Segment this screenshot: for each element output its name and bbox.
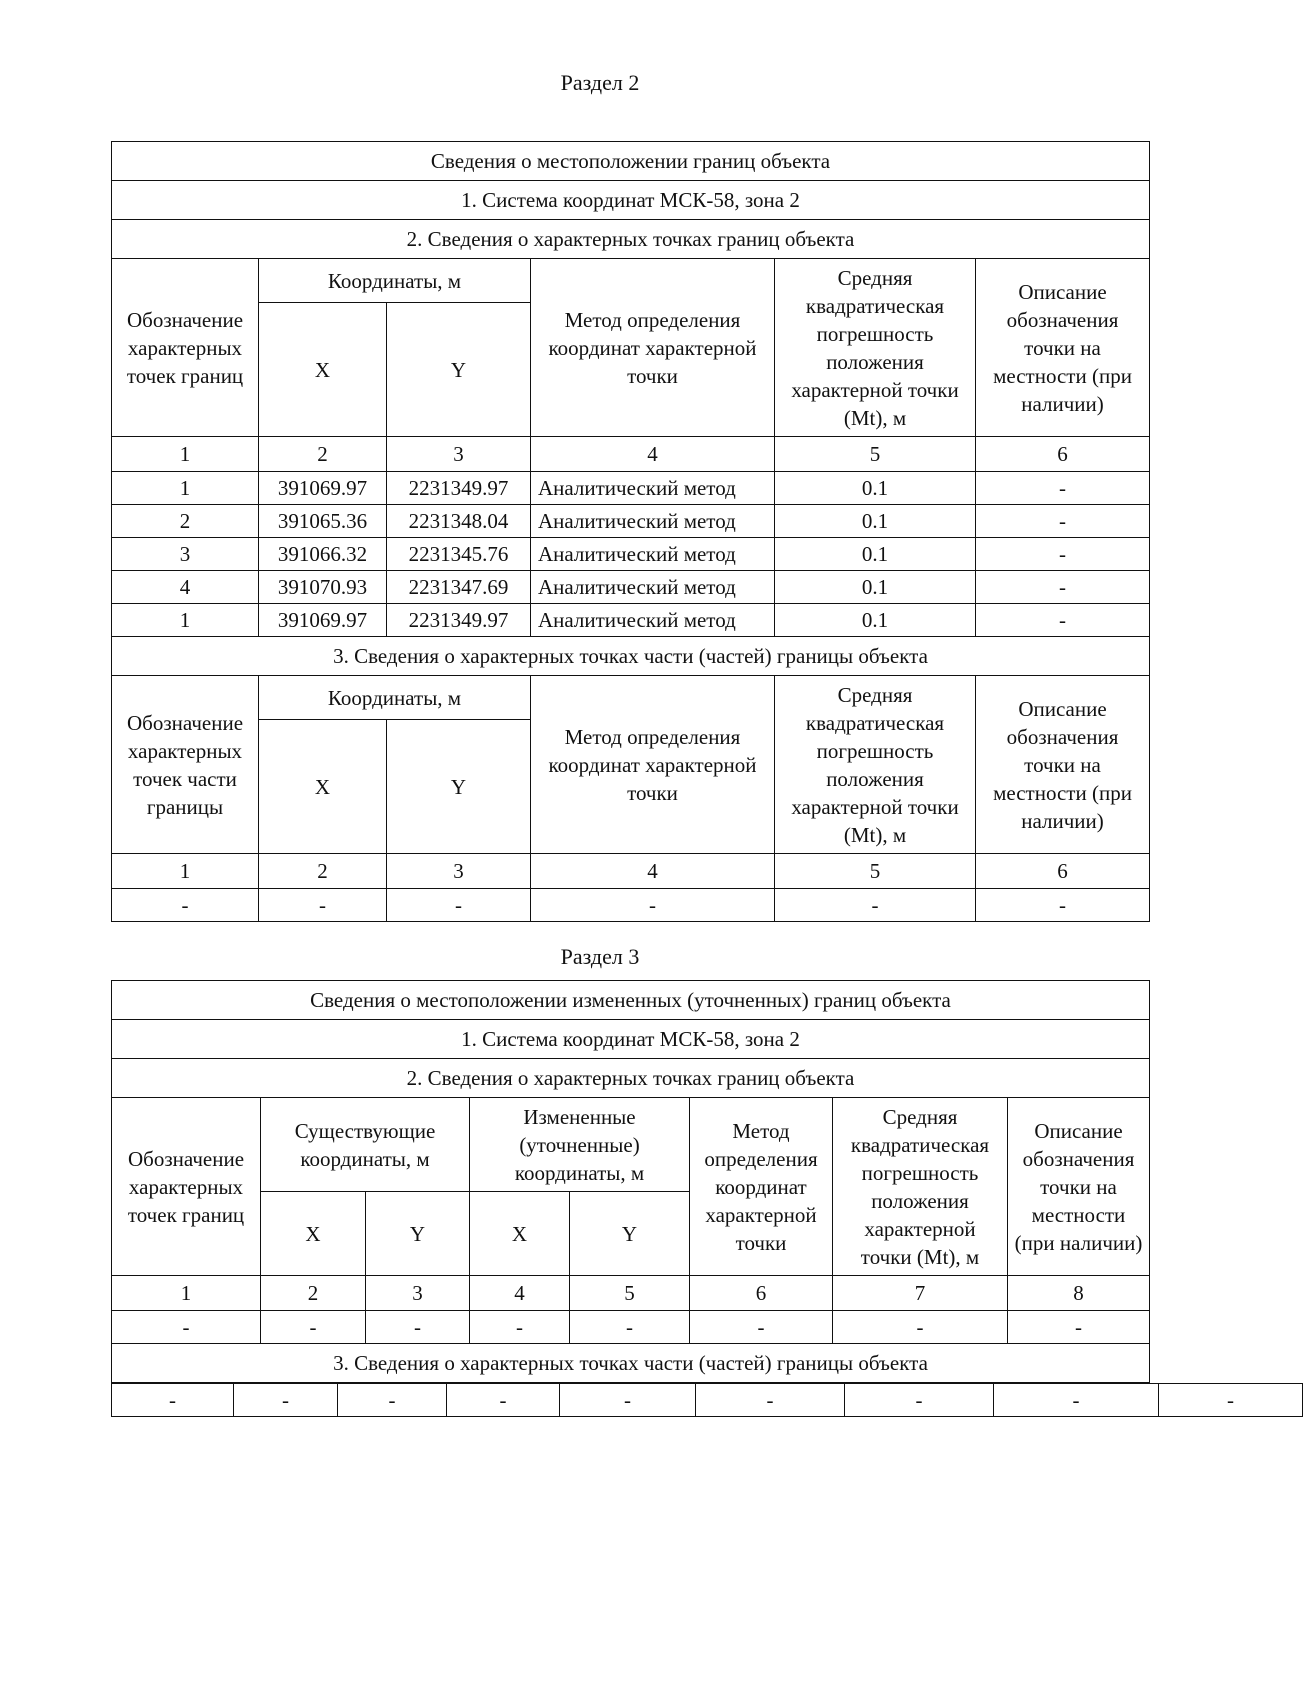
s3-point-cell: -: [366, 1311, 470, 1344]
point-cell: -: [976, 538, 1150, 571]
point-cell: Аналитический метод: [531, 538, 775, 571]
s3-column-number-cell: 5: [570, 1276, 690, 1311]
point-cell: -: [976, 604, 1150, 637]
section-2-title: Сведения о местоположении границ объекта: [112, 142, 1150, 181]
point-cell: 0.1: [775, 604, 976, 637]
point-cell: Аналитический метод: [531, 505, 775, 538]
point-cell: -: [976, 472, 1150, 505]
point-cell: 0.1: [775, 571, 976, 604]
parts-x-header: X: [259, 720, 387, 854]
s3-parts-point-cell: -: [1159, 1384, 1303, 1417]
s3-column-number-cell: 4: [470, 1276, 570, 1311]
existing-coordinates-header: Существующие координаты, м: [261, 1098, 470, 1192]
s3-designation-header: Обозначение характерных точек границ: [112, 1098, 261, 1276]
parts-point-cell: -: [259, 889, 387, 922]
point-cell: 2231347.69: [387, 571, 531, 604]
parts-column-number-cell: 4: [531, 854, 775, 889]
point-cell: 2231348.04: [387, 505, 531, 538]
parts-column-number-cell: 5: [775, 854, 976, 889]
s3-column-number-cell: 7: [833, 1276, 1008, 1311]
point-cell: 2231345.76: [387, 538, 531, 571]
s3-point-cell: -: [261, 1311, 366, 1344]
parts-point-cell: -: [775, 889, 976, 922]
points-title: 2. Сведения о характерных точках границ объекта: [112, 220, 1150, 259]
parts-title: 3. Сведения о характерных точках части (частей) границы объекта: [112, 637, 1150, 676]
s3-parts-point-cell: -: [447, 1384, 560, 1417]
parts-y-header: Y: [387, 720, 531, 854]
parts-column-number-cell: 3: [387, 854, 531, 889]
s3-point-row: [112, 1311, 1150, 1344]
existing-x-header: X: [261, 1192, 366, 1276]
section-3-heading: Раздел 3: [560, 944, 640, 969]
point-row: [112, 472, 1150, 505]
coordinates-header: Координаты, м: [259, 259, 531, 303]
s3-column-number-cell: 3: [366, 1276, 470, 1311]
parts-point-cell: -: [112, 889, 259, 922]
description-header: Описание обозначения точки на местности (при наличии): [976, 259, 1150, 437]
column-number-cell: 2: [259, 437, 387, 472]
section-3-points-title: 2. Сведения о характерных точках границ объекта: [112, 1059, 1150, 1098]
column-number-row: [112, 437, 1150, 472]
column-number-cell: 4: [531, 437, 775, 472]
point-cell: 391065.36: [259, 505, 387, 538]
y-header: Y: [387, 303, 531, 437]
s3-parts-point-cell: -: [845, 1384, 994, 1417]
section-3-parts-table: [111, 1383, 1303, 1417]
point-cell: -: [976, 505, 1150, 538]
s3-description-header: Описание обозначения точки на местности (при наличии): [1008, 1098, 1150, 1276]
parts-column-number-cell: 2: [259, 854, 387, 889]
point-cell: 391070.93: [259, 571, 387, 604]
point-cell: 2: [112, 505, 259, 538]
s3-column-number-cell: 8: [1008, 1276, 1150, 1311]
point-cell: 4: [112, 571, 259, 604]
parts-point-row: [112, 889, 1150, 922]
parts-error-header: Средняя квадратическая погрешность положения характерной точки (Mt), м: [775, 676, 976, 854]
s3-point-cell: -: [690, 1311, 833, 1344]
s3-point-cell: -: [570, 1311, 690, 1344]
parts-point-cell: -: [531, 889, 775, 922]
parts-coordinates-header: Координаты, м: [259, 676, 531, 720]
s3-parts-point-cell: -: [112, 1384, 234, 1417]
s3-column-number-cell: 2: [261, 1276, 366, 1311]
point-cell: 1: [112, 604, 259, 637]
s3-error-header: Средняя квадратическая погрешность положения характерной точки (Mt), м: [833, 1098, 1008, 1276]
column-number-cell: 3: [387, 437, 531, 472]
point-cell: 391069.97: [259, 604, 387, 637]
parts-method-header: Метод определения координат характерной точки: [531, 676, 775, 854]
section-3-title: Сведения о местоположении измененных (уточненных) границ объекта: [112, 981, 1150, 1020]
parts-column-number-cell: 1: [112, 854, 259, 889]
parts-description-header: Описание обозначения точки на местности (при наличии): [976, 676, 1150, 854]
s3-parts-title: 3. Сведения о характерных точках части (частей) границы объекта: [112, 1344, 1150, 1383]
error-header: Средняя квадратическая погрешность положения характерной точки (Mt), м: [775, 259, 976, 437]
s3-column-number-row: [112, 1276, 1150, 1311]
point-cell: -: [976, 571, 1150, 604]
changed-coordinates-header: Измененные (уточненные) координаты, м: [470, 1098, 690, 1192]
s3-point-cell: -: [833, 1311, 1008, 1344]
coordinate-system: 1. Система координат МСК-58, зона 2: [112, 181, 1150, 220]
s3-parts-point-row: [112, 1384, 1303, 1417]
point-cell: 0.1: [775, 472, 976, 505]
s3-column-number-cell: 6: [690, 1276, 833, 1311]
s3-point-cell: -: [470, 1311, 570, 1344]
section-3-table: [111, 980, 1150, 1383]
s3-parts-point-cell: -: [338, 1384, 447, 1417]
point-cell: Аналитический метод: [531, 472, 775, 505]
parts-column-number-cell: 6: [976, 854, 1150, 889]
point-row: [112, 571, 1150, 604]
point-row: [112, 538, 1150, 571]
point-cell: 2231349.97: [387, 472, 531, 505]
method-header: Метод определения координат характерной точки: [531, 259, 775, 437]
point-cell: 0.1: [775, 538, 976, 571]
point-cell: 0.1: [775, 505, 976, 538]
s3-column-number-cell: 1: [112, 1276, 261, 1311]
point-cell: 3: [112, 538, 259, 571]
x-header: X: [259, 303, 387, 437]
s3-parts-point-cell: -: [994, 1384, 1159, 1417]
existing-y-header: Y: [366, 1192, 470, 1276]
point-cell: 1: [112, 472, 259, 505]
designation-header: Обозначение характерных точек границ: [112, 259, 259, 437]
s3-point-cell: -: [112, 1311, 261, 1344]
point-cell: Аналитический метод: [531, 571, 775, 604]
parts-point-cell: -: [387, 889, 531, 922]
s3-point-cell: -: [1008, 1311, 1150, 1344]
section-2-heading: Раздел 2: [560, 70, 640, 95]
parts-designation-header: Обозначение характерных точек части границы: [112, 676, 259, 854]
s3-parts-point-cell: -: [696, 1384, 845, 1417]
section-3-coordinate-system: 1. Система координат МСК-58, зона 2: [112, 1020, 1150, 1059]
point-cell: 391069.97: [259, 472, 387, 505]
changed-y-header: Y: [570, 1192, 690, 1276]
s3-parts-point-cell: -: [234, 1384, 338, 1417]
point-row: [112, 604, 1150, 637]
point-cell: 391066.32: [259, 538, 387, 571]
point-cell: Аналитический метод: [531, 604, 775, 637]
section-2-table: [111, 141, 1150, 922]
s3-method-header: Метод определения координат характерной точки: [690, 1098, 833, 1276]
point-row: [112, 505, 1150, 538]
column-number-cell: 5: [775, 437, 976, 472]
point-cell: 2231349.97: [387, 604, 531, 637]
parts-point-cell: -: [976, 889, 1150, 922]
changed-x-header: X: [470, 1192, 570, 1276]
parts-column-number-row: [112, 854, 1150, 889]
s3-parts-point-cell: -: [560, 1384, 696, 1417]
column-number-cell: 1: [112, 437, 259, 472]
column-number-cell: 6: [976, 437, 1150, 472]
